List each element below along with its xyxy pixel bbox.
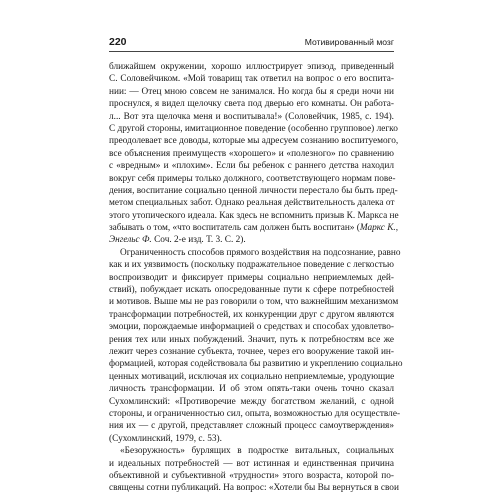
text-line: с «вредным» и «плохим». Если бы ребенок с раннего детства находил [109, 161, 394, 172]
text-line: проснулся, я видел щелочку света под дверью его комнаты. Он работа- [109, 99, 394, 110]
text-line: лежит через сознание субъекта, точнее, через его вооружение такой ин- [109, 346, 394, 357]
text-line: дения, воспитание социально ценной личности перестало бы быть пред- [109, 185, 398, 196]
citation-author: Энгельс Ф. [109, 235, 152, 246]
text-line: Ограниченность способов прямого воздействия на подсознание, равно [120, 247, 401, 258]
text-line: «Безоружность» бурлящих в подростке витальных, социальных [120, 446, 394, 457]
text-line: ближайшем окружении, хорошо иллюстрирует эпизод, приведенный [109, 62, 394, 72]
text-line: С. Соловейчиком. «Мой товарищ так ответил на вопрос о его воспита- [109, 74, 394, 85]
text-line: эмоции, порождаемые информацией о средствах и способах удовлетво- [109, 322, 394, 333]
text-line: стороны, и ограниченностью сил, опыта, возможностью для осуществле- [109, 408, 401, 419]
text-line: объективной и субъективной «трудности» этого возраста, которой по- [109, 470, 394, 481]
text-line: преодолевает все доводы, которые мы адресуем сознанию воспитуемого, [109, 136, 399, 147]
text-line: ствий), побуждает искать опосредованные пути к сфере потребностей [109, 285, 394, 296]
text-line: рения тех или иных побуждений. Значит, путь к потребностям все же [109, 334, 394, 345]
text-line: и идеальных потребностей — вот истинная и единственная причина [109, 458, 394, 469]
text-line: метом специальных забот. Однако реальная действительность далека от [109, 198, 395, 209]
text-line: личность трансформации. И об этом опять-таки очень точно сказал [109, 384, 394, 395]
text-line: забывать о том, «что воспитатель сам должен быть воспитан» (Маркс К., [109, 223, 399, 234]
text-line: Энгельс Ф. Соч. 2-е изд. Т. 3. С. 2). [109, 235, 246, 246]
page-header [109, 36, 394, 50]
text-line: священы сотни публикаций. На вопрос: «Хотели бы Вы вернуться в свои [109, 483, 399, 494]
running-title: Мотивированный мозг [304, 37, 394, 47]
header-rule [109, 51, 394, 52]
body-text [109, 61, 403, 495]
text-line: трансформации потребностей, их конкуренции друг с другом являются [109, 309, 394, 320]
text-line: нии: — Отец мною совсем не занимался. Но когда бы я среди ночи ни [109, 86, 394, 97]
text-line: ния их — с другой, представляет сложный процесс самоутверждения» [109, 421, 394, 432]
text-line: этого утопического идеала. Как здесь не вспомнить призыв К. Маркса не [109, 210, 399, 221]
text-line: (Сухомлинский, 1979, с. 53). [109, 433, 222, 444]
text-line: ценных мотиваций, исключая их социально неприемлемые, уродующие [109, 371, 395, 382]
text-line: Сухомлинский: «Противоречие между богатством желаний, с одной [109, 396, 394, 407]
text-line: воспроизводит и фиксирует примеры социально неприемлемых дей- [109, 272, 394, 283]
text-line: С другой стороны, имитационное поведение (особенно групповое) легко [109, 123, 398, 134]
text-line: формацией, которая содействовала бы развитию и укреплению социально [109, 359, 403, 370]
citation-author: Маркс К., [359, 223, 399, 234]
text-line: л... Вот эта щелочка меня и воспитывала!» (Соловейчик, 1985, с. 194). [109, 111, 394, 122]
page-number: 220 [109, 36, 127, 48]
text-line: как и их уязвимость (поскольку подражательное поведение с легкостью [109, 260, 394, 271]
text-line: все объяснения преимуществ «хорошего» и «полезного» по сравнению [109, 148, 394, 159]
text-line: вокруг себя примеры только должного, соответствующего нормам пове- [109, 173, 396, 184]
text-line: и мотивов. Выше мы не раз говорили о том, что важнейшим механизмом [109, 297, 399, 308]
